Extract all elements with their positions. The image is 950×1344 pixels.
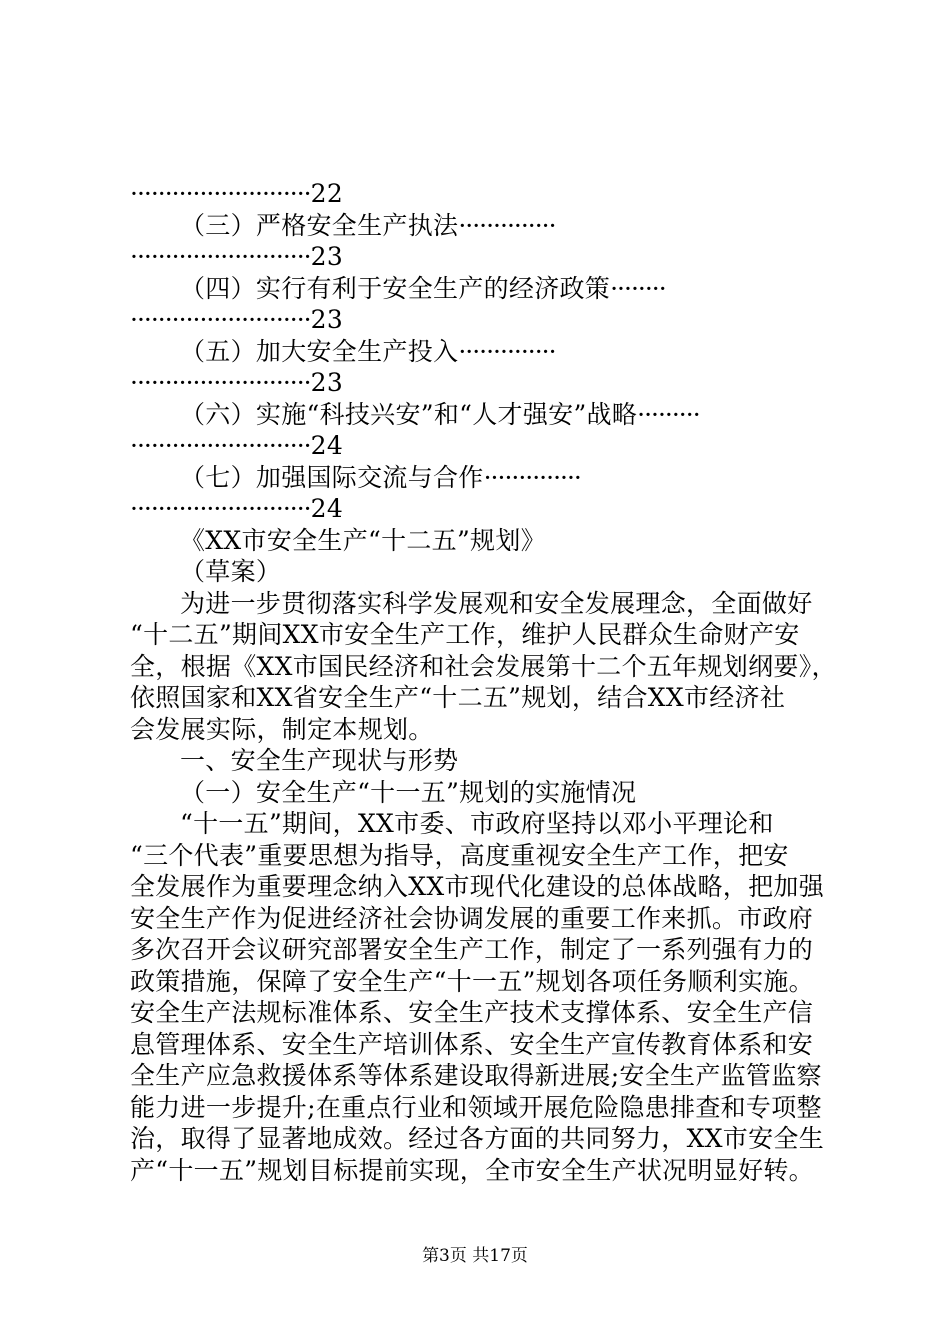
toc-leader: ·························· (130, 494, 311, 523)
toc-leader: ·························· (130, 431, 311, 460)
toc-leader-line (130, 241, 850, 273)
paragraph-line: “十一五”期间，XX市委、市政府坚持以邓小平理论和 (180, 809, 774, 838)
document-subtitle: （草案） (180, 557, 282, 586)
toc-page-number: 23 (310, 305, 344, 334)
paragraph-line: “三个代表”重要思想为指导，高度重视安全生产工作，把安 (130, 840, 789, 870)
paragraph-line: 治，取得了显著地成效。经过各方面的共同努力，XX市安全生 (130, 1124, 824, 1153)
paragraph-line: 产“十一五”规划目标提前实现，全市安全生产状况明显好转。 (130, 1155, 814, 1185)
toc-entry (130, 336, 850, 368)
toc-entry-title: （五）加大安全生产投入 (180, 336, 459, 366)
toc-entry-title: （四）实行有利于安全生产的经济政策 (180, 273, 611, 303)
toc-leader: ········· (637, 399, 700, 429)
paragraph-line: 安全生产作为促进经济社会协调发展的重要工作来抓。市政府 (130, 903, 814, 933)
toc-leader-line (130, 304, 850, 336)
toc-leader: ·························· (130, 368, 311, 397)
toc-entry (130, 210, 850, 242)
section-heading: 一、安全生产现状与形势 (180, 746, 459, 775)
toc-page-number: 23 (310, 242, 344, 271)
paragraph-line: 息管理体系、安全生产培训体系、安全生产宣传教育体系和安 (130, 1029, 814, 1059)
paragraph-line: 全发展作为重要理念纳入XX市现代化建设的总体战略，把加强 (130, 872, 824, 901)
toc-entry (130, 273, 850, 305)
subsection-heading: （一）安全生产“十一五”规划的实施情况 (180, 777, 637, 807)
paragraph-line: 安全生产法规标准体系、安全生产技术支撑体系、安全生产信 (130, 998, 814, 1027)
toc-leader: ·························· (130, 305, 311, 334)
toc-leader: ·························· (130, 179, 311, 208)
paragraph-line: 全，根据《XX市国民经济和社会发展第十二个五年规划纲要》， (130, 651, 837, 681)
toc-leader: ·············· (483, 462, 581, 492)
toc-leader-line (130, 493, 850, 525)
page-footer: 第3页 共17页 (422, 1246, 528, 1266)
toc-leader-line (130, 367, 850, 399)
toc-page-number: 23 (310, 368, 344, 397)
toc-entry (130, 462, 850, 494)
paragraph-line: “十二五”期间XX市安全生产工作，维护人民群众生命财产安 (130, 620, 800, 649)
paragraph-line: 为进一步贯彻落实科学发展观和安全发展理念，全面做好 (180, 588, 813, 618)
toc-leader-line (130, 430, 850, 462)
toc-page-number: 24 (310, 494, 344, 523)
toc-leader: ·························· (130, 242, 311, 271)
paragraph-line: 多次召开会议研究部署安全生产工作，制定了一系列强有力的 (130, 935, 814, 964)
toc-entry-title: （七）加强国际交流与合作 (180, 462, 484, 492)
paragraph-line: 会发展实际，制定本规划。 (130, 714, 434, 744)
toc-entry-title: （六）实施“科技兴安”和“人才强安”战略 (180, 399, 638, 429)
toc-page-number: 24 (310, 431, 344, 460)
document-title: 《XX市安全生产“十二五”规划》 (180, 525, 546, 555)
document-page (130, 178, 850, 1186)
toc-continuation-line (130, 178, 850, 210)
toc-entry (130, 399, 850, 431)
paragraph-line: 政策措施，保障了安全生产“十一五”规划各项任务顺利实施。 (130, 966, 814, 996)
toc-page-number: 22 (310, 179, 344, 208)
toc-entry-title: （三）严格安全生产执法 (180, 210, 459, 240)
paragraph-line: 能力进一步提升;在重点行业和领域开展危险隐患排查和专项整 (130, 1092, 822, 1122)
toc-leader: ········ (610, 273, 666, 303)
toc-leader: ·············· (458, 336, 556, 366)
paragraph-line: 依照国家和XX省安全生产“十二五”规划，结合XX市经济社 (130, 683, 786, 712)
paragraph-line: 全生产应急救援体系等体系建设取得新进展;安全生产监管监察 (130, 1061, 822, 1090)
toc-leader: ·············· (458, 210, 556, 240)
